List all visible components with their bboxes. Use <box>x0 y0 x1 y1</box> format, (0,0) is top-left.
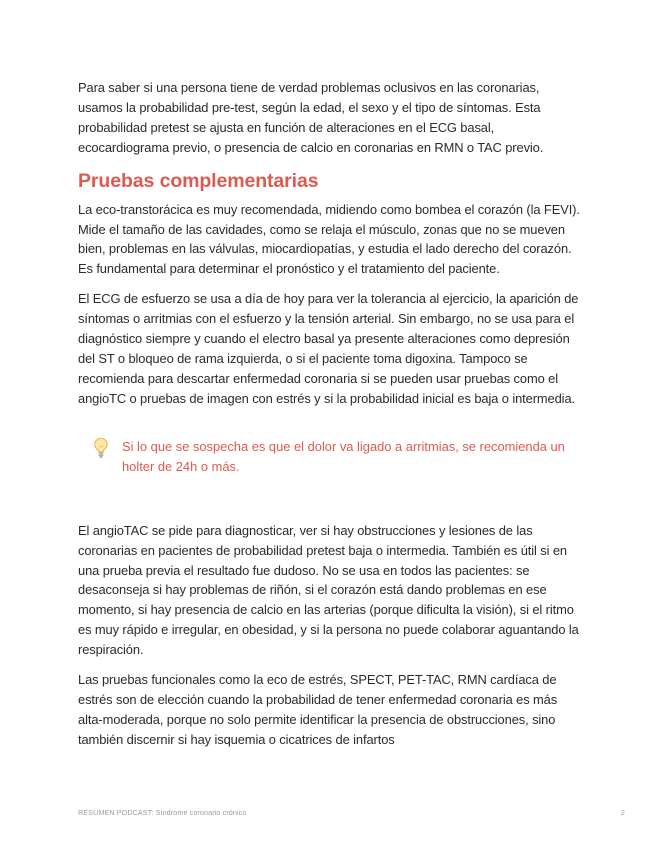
footer-label: RESUMEN PODCAST: Síndrome coronario crónico <box>78 808 247 817</box>
intro-paragraph: Para saber si una persona tiene de verdad problemas oclusivos en las coronarias, usamos la probabilidad pre-test, según la edad, el sexo y el tipo de síntomas. Esta probabilidad pretest se ajusta en función de alteraciones en el ECG basal, ecocardiograma previo, o presencia de calcio en coronarias en RMN o TAC previo. <box>78 80 544 155</box>
section-heading: Pruebas complementarias <box>78 169 319 192</box>
page-number: 2 <box>620 808 625 817</box>
paragraph-eco-transtoracica: La eco-transtorácica es muy recomendada, midiendo como bombea el corazón (la FEVI). Mide el tamaño de las cavidades, como se relaja el músculo, zonas que no se mueven bien, problemas en las válvulas, miocardiopatías, y estudia el lado derecho del corazón. Es fundamental para determinar el pronóstico y el tratamiento del paciente. <box>78 201 580 277</box>
lightbulb-icon <box>92 437 110 459</box>
document-body <box>78 78 584 760</box>
tip-text: Si lo que se sospecha es que el dolor va ligado a arritmias, se recomienda un holter de 24h o más. <box>122 438 565 474</box>
paragraph-angiotac: El angioTAC se pide para diagnosticar, ver si hay obstrucciones y lesiones de las coronarias en pacientes de probabilidad pretest baja o intermedia. También es útil si en una prueba previa el resultado fue dudoso. No se usa en todos las pacientes: se desaconseja si hay problemas de riñón, si el corazón está dando problemas en ese momento, si hay presencia de calcio en las arterias (porque dificulta la visión), si el ritmo es muy rápido e irregular, en obesidad, y si la persona no puede colaborar aguantando la respiración. <box>78 522 579 658</box>
tip-callout <box>78 431 584 477</box>
paragraph-pruebas-funcionales: Las pruebas funcionales como la eco de estrés, SPECT, PET-TAC, RMN cardíaca de estrés son de elección cuando la probabilidad de tener enfermedad coronaria es más alta-moderada, porque no solo permite identificar la presencia de obstrucciones, sino también discernir si hay isquemia o cicatrices de infartos <box>78 672 558 747</box>
paragraph-ecg-esfuerzo: El ECG de esfuerzo se usa a día de hoy para ver la tolerancia al ejercicio, la aparición de síntomas o arritmias con el esfuerzo y la tensión arterial. Sin embargo, no se usa para el diagnóstico siempre y cuando el electro basal ya presente alteraciones como depresión del ST o bloqueo de rama izquierda, o si el paciente toma digoxina. Tampoco se recomienda para descartar enfermedad coronaria si se pueden usar pruebas como el angioTC o pruebas de imagen con estrés y si la probabilidad inicial es baja o intermedia. <box>78 291 579 406</box>
page-footer <box>78 808 625 817</box>
